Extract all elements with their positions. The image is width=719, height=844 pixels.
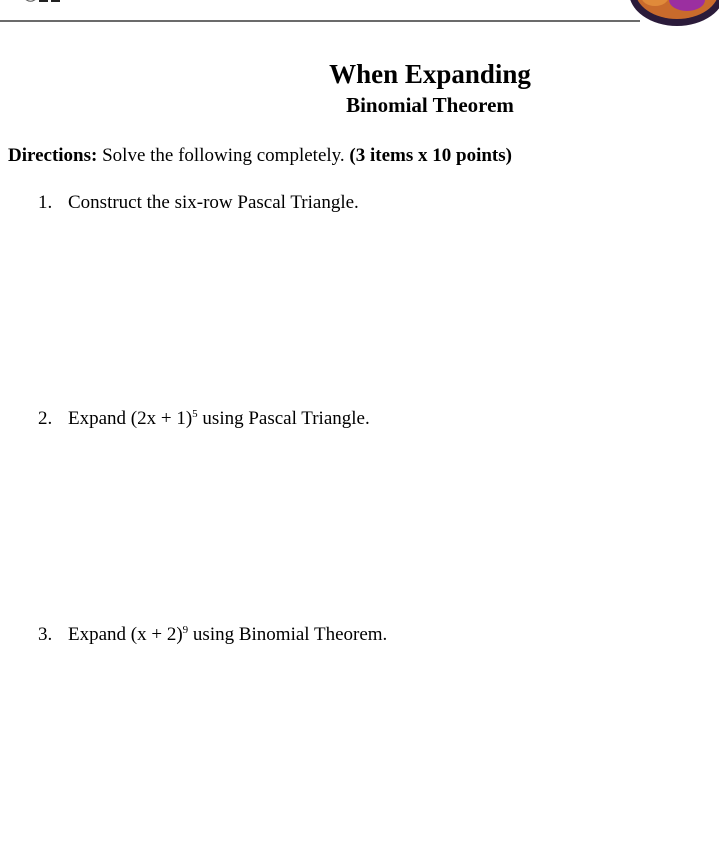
question-text-suffix: using Pascal Triangle.: [197, 408, 370, 429]
question-text-prefix: Expand (x + 2): [68, 624, 183, 645]
question-exponent: 9: [182, 624, 189, 636]
question-exponent: 5: [192, 408, 198, 420]
question-number: 2.: [38, 408, 53, 429]
header-divider: [0, 20, 640, 22]
question-number: 3.: [38, 624, 53, 645]
directions-points: (3 items x 10 points): [349, 145, 512, 166]
page-subtitle: Binomial Theorem: [346, 93, 514, 117]
question-text: Construct the six-row Pascal Triangle.: [68, 192, 359, 213]
directions-text: Solve the following completely.: [97, 145, 350, 166]
directions-label: Directions:: [8, 145, 98, 166]
page-title: When Expanding: [329, 59, 531, 89]
question-text-prefix: Expand (2x + 1): [68, 408, 193, 429]
directions: [8, 144, 512, 168]
question-2: [38, 406, 370, 432]
question-1: [38, 190, 359, 216]
question-3: [38, 622, 387, 648]
corner-illustration-icon: [625, 0, 719, 30]
question-number: 1.: [38, 192, 53, 213]
logo-fragment-icon: [22, 0, 66, 6]
question-text-suffix: using Binomial Theorem.: [188, 624, 388, 645]
